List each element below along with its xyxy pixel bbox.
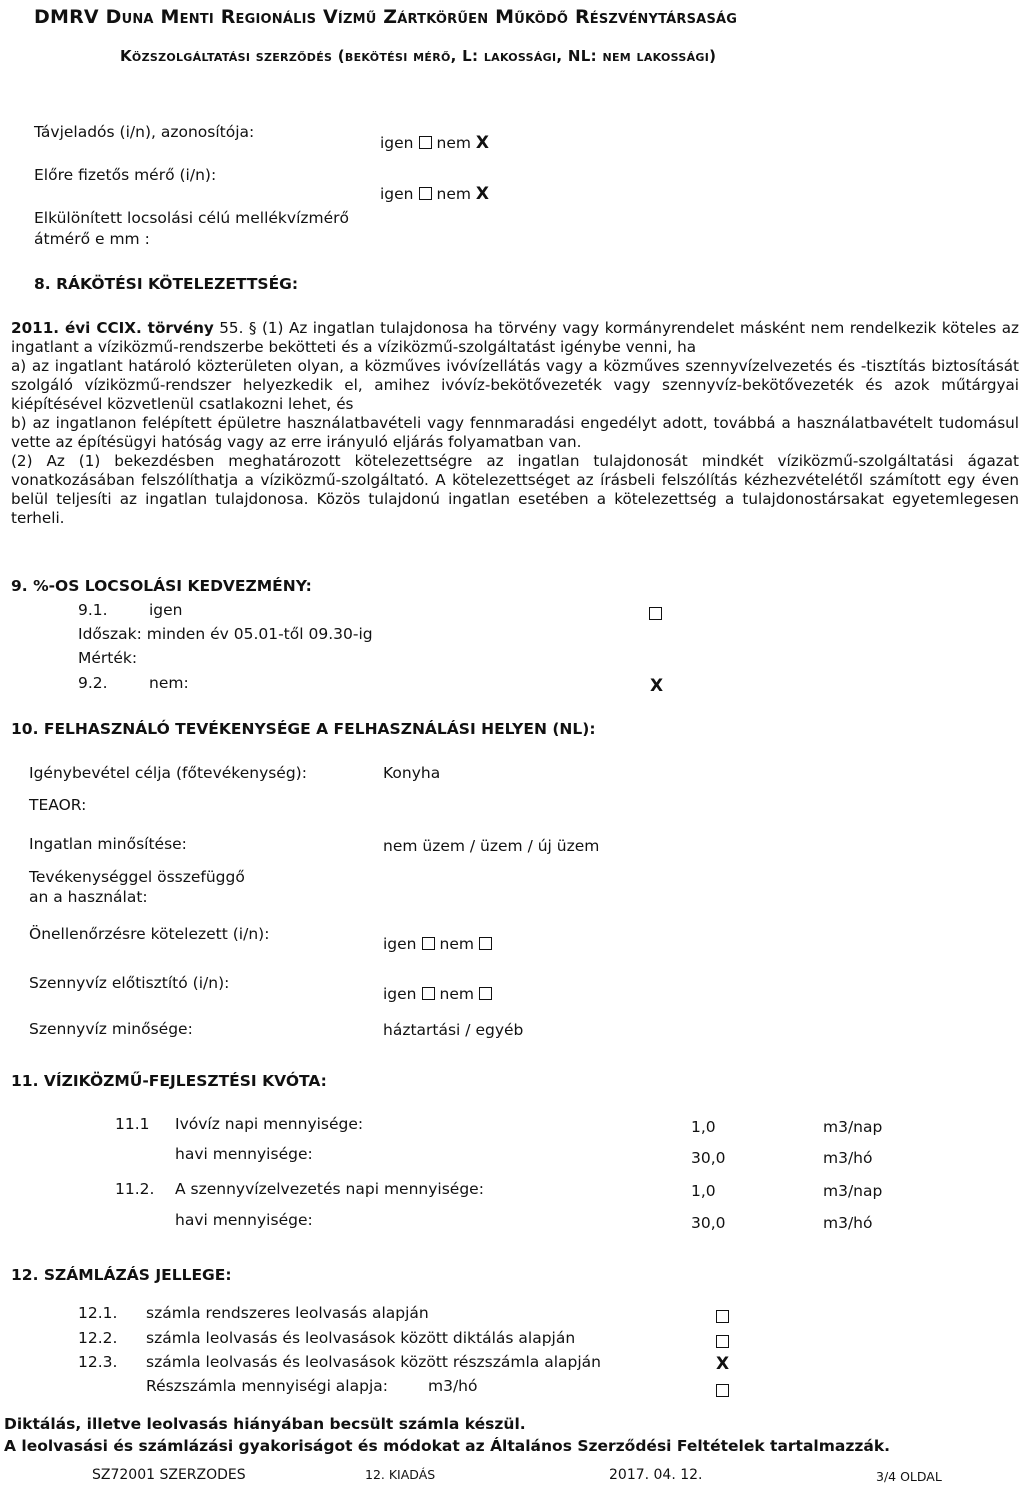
billing-option-label: számla leolvasás és leolvasások között diktálás alapján [146,1329,576,1347]
quota-row-label: havi mennyisége: [175,1145,313,1163]
pretreatment-label: Szennyvíz előtisztító (i/n): [29,974,230,992]
no-label: nem [439,985,474,1003]
irrigation-discount-yes-label: igen [149,601,183,619]
quota-row-num: 11.2. [115,1180,155,1198]
no-label: nem [439,935,474,953]
quota-row-unit: m3/nap [823,1182,883,1200]
teaor-label: TEAOR: [29,796,87,814]
irrigation-meter-label-2: átmérő e mm : [34,230,150,248]
section-10-title: 10. FELHASZNÁLÓ TEVÉKENYSÉGE A FELHASZNÁLÁSI HELYEN (NL): [11,720,596,738]
yes-label: igen [383,935,417,953]
irrigation-discount-no-num: 9.2. [78,674,108,692]
document-subtitle: Közszolgáltatási szerződés (bekötési mérő, L: lakossági, NL: nem lakossági) [120,47,717,65]
property-quality-value: nem üzem / üzem / új üzem [383,837,600,855]
quota-row-label: havi mennyisége: [175,1211,313,1229]
billing-option-num: 12.2. [78,1329,118,1347]
yes-label: igen [380,134,414,152]
related-use-label-2: an a használat: [29,888,148,906]
related-use-label-1: Tevékenységgel összefüggő [29,868,245,886]
law-reference: 2011. évi CCIX. törvény [11,319,214,337]
quota-row-value: 30,0 [691,1214,726,1232]
billing-option-num: 12.1. [78,1304,118,1322]
checkbox-empty [422,937,435,950]
wastewater-quality-label: Szennyvíz minősége: [29,1020,193,1038]
billing-option-label: számla leolvasás és leolvasások között részszámla alapján [146,1353,601,1371]
self-check-choice [383,935,497,953]
section-9-title: 9. %-OS LOCSOLÁSI KEDVEZMÉNY: [11,577,312,595]
irrigation-discount-no-label: nem: [149,674,189,692]
law-point-a: a) az ingatlant határoló közterületen olyan, a közműves ivóvízellátás vagy a közműves szennyvízelvezetés és -tisztítás biztosítását szolgáló víziközmű-rendszer helyezkedik el, amihez ivóvíz-bekötővezeték vagy szennyvíz-bekötővezeték és azok műtárgyai kiépítésével közvetlenül csatlakozni lehet, és [11,357,1019,413]
quota-row-label: Ivóvíz napi mennyisége: [175,1115,364,1133]
yes-label: igen [380,185,414,203]
footer-date: 2017. 04. 12. [609,1467,703,1483]
checkbox-x-mark: X [475,133,490,153]
irrigation-discount-yes-num: 9.1. [78,601,108,619]
partial-bill-basis-unit: m3/hó [428,1377,478,1395]
usage-purpose-value: Konyha [383,764,441,782]
checkbox-empty [479,937,492,950]
wastewater-quality-value: háztartási / egyéb [383,1021,524,1039]
checkbox-empty [716,1335,729,1348]
yes-label: igen [383,985,417,1003]
no-label: nem [436,134,471,152]
section-11-title: 11. VÍZIKÖZMŰ-FEJLESZTÉSI KVÓTA: [11,1072,327,1090]
prepaid-meter-label: Előre fizetős mérő (i/n): [34,166,217,184]
quota-row-value: 1,0 [691,1118,716,1136]
checkbox-empty [716,1384,729,1397]
quota-row-value: 30,0 [691,1149,726,1167]
billing-option-checkbox [716,1332,729,1351]
quota-row-value: 1,0 [691,1182,716,1200]
irrigation-discount-no-mark: X [650,676,664,696]
quota-row-num: 11.1 [115,1115,150,1133]
property-quality-label: Ingatlan minősítése: [29,835,187,853]
checkbox-x-mark: X [475,184,490,204]
self-check-label: Önellenőrzésre kötelezett (i/n): [29,925,270,943]
law-paragraph-1: 55. § (1) Az ingatlan tulajdonosa ha törvény vagy kormányrendelet másként nem rendelkezik köteles az ingatlant a víziközmű-rendszerbe bekötteti és a víziközmű-szolgáltatást igénybe venni, ha [11,319,1019,356]
no-label: nem [436,185,471,203]
checkbox-empty [419,187,432,200]
pretreatment-choice [383,985,497,1003]
billing-option-label: számla rendszeres leolvasás alapján [146,1304,429,1322]
remote-reading-label: Távjeladós (i/n), azonosítója: [34,123,255,141]
checkbox-empty [716,1310,729,1323]
section-8-law-text [11,319,1019,528]
billing-option-checkbox [716,1381,729,1400]
quota-row-unit: m3/hó [823,1214,873,1232]
section-8-title: 8. RÁKÖTÉSI KÖTELEZETTSÉG: [34,275,299,293]
checkbox-empty [649,607,662,620]
section-12-title: 12. SZÁMLÁZÁS JELLEGE: [11,1266,232,1284]
checkbox-empty [479,987,492,1000]
estimated-bill-note: Diktálás, illetve leolvasás hiányában becsült számla készül. [4,1415,526,1433]
irrigation-meter-label-1: Elkülönített locsolási célú mellékvízmérő [34,209,350,227]
remote-reading-choice [380,133,489,153]
billing-option-x-mark: X [716,1354,730,1374]
billing-option-checkbox [716,1307,729,1326]
irrigation-measure: Mérték: [78,649,138,667]
quota-row-label: A szennyvízelvezetés napi mennyisége: [175,1180,484,1198]
checkbox-empty [422,987,435,1000]
irrigation-period: Időszak: minden év 05.01-től 09.30-ig [78,625,373,643]
billing-option-num: 12.3. [78,1353,118,1371]
document-title: DMRV Duna Menti Regionális Vízmű Zártkörűen Működő Részvénytársaság [34,6,738,28]
quota-row-unit: m3/hó [823,1149,873,1167]
law-point-2: (2) Az (1) bekezdésben meghatározott kötelezettségre az ingatlan tulajdonosát mindkét víziközmű-szolgáltatási ágazat vonatkozásában felszólíthatja a víziközmű-szolgáltató. A kötelezettséget az írásbeli felszólítás kézhezvételétől számított egy éven belül teljesíti az ingatlan tulajdonosa. Közös tulajdonú ingatlan esetében a kötelezettség a tulajdonostársakat egyetemlegesen terheli. [11,452,1019,527]
partial-bill-basis-label: Részszámla mennyiségi alapja: [146,1377,388,1395]
quota-row-unit: m3/nap [823,1118,883,1136]
checkbox-empty [419,136,432,149]
terms-note: A leolvasási és számlázási gyakoriságot és módokat az Általános Szerződési Feltételek tartalmazzák. [4,1437,891,1455]
footer-doc-code: SZ72001 SZERZODES [92,1467,246,1483]
law-point-b: b) az ingatlanon felépített épületre használatbavételi vagy fennmaradási engedélyt adott, továbbá a használatbavételt tudomásul vette az építésügyi hatóság vagy az erre irányuló eljárás folyamatban van. [11,414,1019,451]
usage-purpose-label: Igénybevétel célja (főtevékenység): [29,764,307,782]
irrigation-discount-yes-checkbox [649,604,662,623]
footer-edition: 12. KIADÁS [365,1467,436,1482]
prepaid-meter-choice [380,184,489,204]
footer-page: 3/4 OLDAL [876,1469,942,1484]
